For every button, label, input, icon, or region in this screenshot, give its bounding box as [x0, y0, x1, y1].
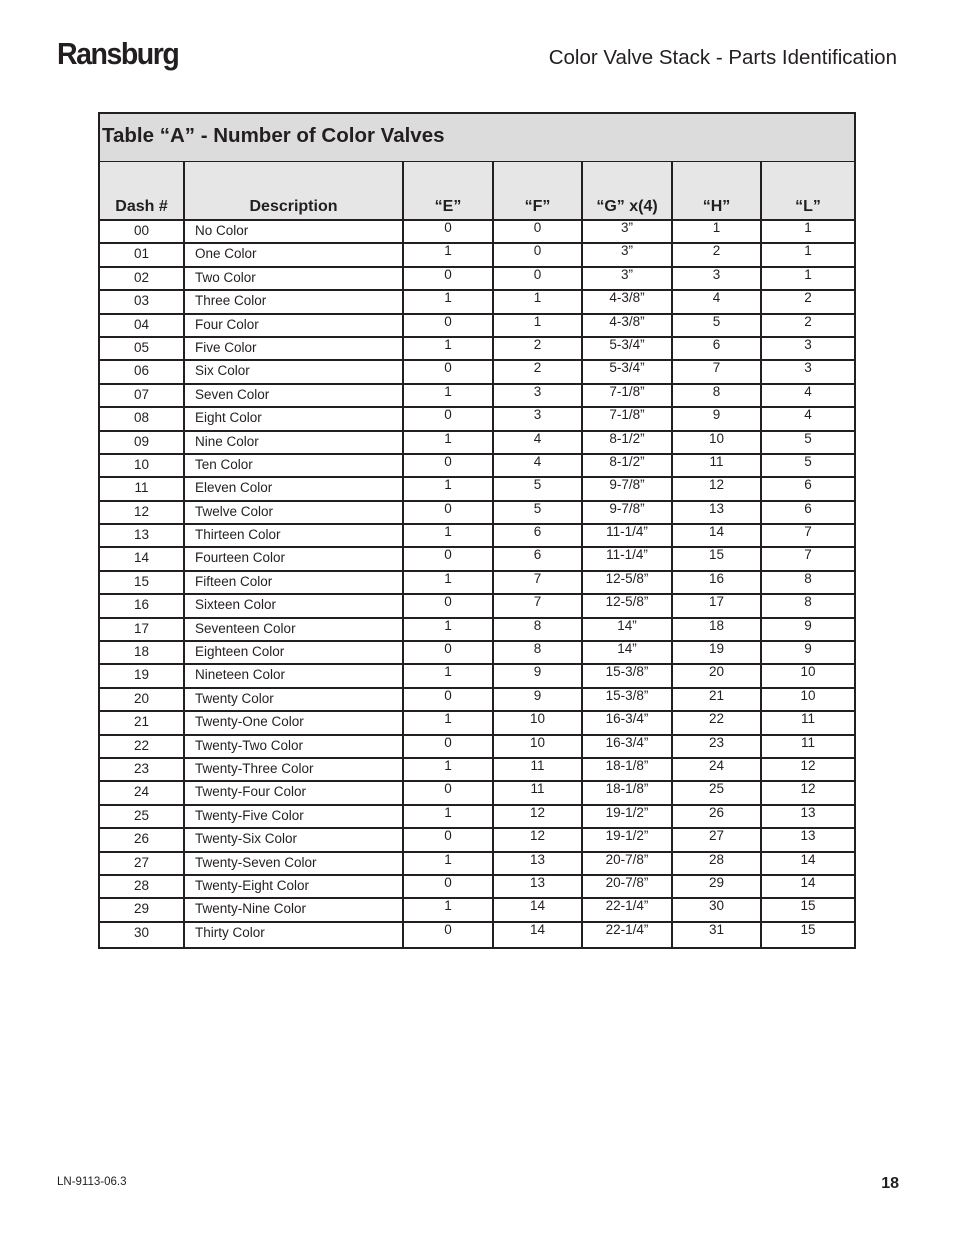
cell-l: 13: [761, 805, 854, 828]
cell-l: 15: [761, 898, 854, 921]
color-valves-table: [98, 112, 856, 949]
column-header-description: Description: [184, 162, 403, 220]
cell-g: 8-1/2”: [582, 454, 672, 477]
cell-l: 2: [761, 290, 854, 313]
cell-g: 4-3/8”: [582, 314, 672, 337]
table-row: [100, 828, 854, 851]
cell-description: Nineteen Color: [184, 664, 403, 687]
cell-f: 7: [493, 571, 582, 594]
cell-description: Twenty-Two Color: [184, 735, 403, 758]
cell-dash: 04: [100, 314, 184, 337]
cell-description: Twenty Color: [184, 688, 403, 711]
cell-e: 1: [403, 337, 493, 360]
cell-h: 18: [672, 618, 761, 641]
cell-f: 13: [493, 852, 582, 875]
table-row: [100, 337, 854, 360]
cell-dash: 29: [100, 898, 184, 921]
cell-l: 15: [800, 921, 816, 937]
cell-f: 7: [493, 594, 582, 617]
cell-description: Twenty-Six Color: [184, 828, 403, 851]
cell-l: 7: [761, 547, 854, 570]
cell-description: Three Color: [184, 290, 403, 313]
cell-l: 14: [761, 875, 854, 898]
cell-dash: 01: [100, 243, 184, 266]
cell-e: 0: [403, 267, 493, 290]
cell-h: 15: [672, 547, 761, 570]
cell-g: 20-7/8”: [582, 875, 672, 898]
column-header-f: “F”: [493, 162, 582, 220]
cell-l: 13: [761, 828, 854, 851]
cell-e: 1: [403, 711, 493, 734]
cell-dash: 18: [100, 641, 184, 664]
cell-dash: 05: [100, 337, 184, 360]
cell-e: 0: [403, 875, 493, 898]
cell-description: Fourteen Color: [184, 547, 403, 570]
cell-g: 18-1/8”: [582, 758, 672, 781]
cell-e: 0: [403, 688, 493, 711]
cell-g: 16-3/4”: [582, 735, 672, 758]
document-code: LN-9113-06.3: [57, 1176, 127, 1188]
cell-h: 7: [672, 360, 761, 383]
cell-g: 19-1/2”: [582, 828, 672, 851]
cell-description: Twelve Color: [184, 501, 403, 524]
cell-e: 1: [403, 290, 493, 313]
cell-e: 0: [403, 454, 493, 477]
cell-e: 1: [403, 431, 493, 454]
cell-g: 8-1/2”: [582, 431, 672, 454]
cell-l: 5: [761, 454, 854, 477]
cell-g: 3”: [582, 267, 672, 290]
table-row: [100, 267, 854, 290]
cell-g: 22-1/4”: [582, 898, 672, 921]
table-caption: Table “A” - Number of Color Valves: [100, 114, 854, 162]
cell-l: 8: [761, 571, 854, 594]
column-header-l: “L”: [761, 162, 854, 220]
page-title: Color Valve Stack - Parts Identification: [548, 46, 897, 69]
cell-e: 0: [403, 735, 493, 758]
table-body: [100, 220, 854, 947]
brand-logo: Ransburg: [57, 36, 179, 71]
cell-dash: 20: [100, 688, 184, 711]
cell-f: 9: [493, 688, 582, 711]
cell-h: 31: [672, 922, 761, 947]
cell-h: 13: [672, 501, 761, 524]
cell-l: 9: [761, 618, 854, 641]
cell-dash: 03: [100, 290, 184, 313]
cell-description: No Color: [184, 220, 403, 243]
cell-h: 5: [672, 314, 761, 337]
cell-description: Thirteen Color: [184, 524, 403, 547]
cell-g: 7-1/8”: [582, 407, 672, 430]
cell-f: 8: [493, 618, 582, 641]
cell-f: 9: [493, 664, 582, 687]
cell-e: 1: [403, 477, 493, 500]
cell-g: 5-3/4”: [582, 360, 672, 383]
page-number: 18: [881, 1175, 899, 1192]
cell-g: 3”: [582, 243, 672, 266]
cell-l: 5: [761, 431, 854, 454]
cell-g: 22-1/4”: [582, 922, 672, 947]
cell-description: Sixteen Color: [184, 594, 403, 617]
cell-f: 3: [493, 407, 582, 430]
table-row: [100, 431, 854, 454]
cell-l: 12: [761, 781, 854, 804]
cell-h: 9: [672, 407, 761, 430]
table-row: [100, 547, 854, 570]
table-row: [100, 922, 854, 947]
table-row: [100, 524, 854, 547]
cell-f: 1: [493, 314, 582, 337]
column-header-dash: Dash #: [100, 162, 184, 220]
cell-description: Eleven Color: [184, 477, 403, 500]
cell-f: 6: [493, 524, 582, 547]
cell-description: Twenty-Seven Color: [184, 852, 403, 875]
cell-f: 1: [493, 290, 582, 313]
cell-e: 0: [403, 641, 493, 664]
cell-description: Seventeen Color: [184, 618, 403, 641]
cell-dash: 17: [100, 618, 184, 641]
cell-l: 8: [761, 594, 854, 617]
table-row: [100, 758, 854, 781]
cell-l: 11: [761, 735, 854, 758]
table-row: [100, 384, 854, 407]
cell-dash: 16: [100, 594, 184, 617]
cell-l: 4: [761, 384, 854, 407]
cell-e: 1: [403, 898, 493, 921]
cell-h: 4: [672, 290, 761, 313]
cell-h: 20: [672, 664, 761, 687]
table-row: [100, 711, 854, 734]
table-row: [100, 688, 854, 711]
cell-f: 10: [493, 711, 582, 734]
cell-f: 0: [493, 243, 582, 266]
cell-e: 1: [403, 524, 493, 547]
cell-g: 14”: [582, 641, 672, 664]
cell-e: 0: [403, 314, 493, 337]
cell-e: 1: [403, 664, 493, 687]
cell-h: 11: [672, 454, 761, 477]
cell-g: 12-5/8”: [582, 571, 672, 594]
cell-dash: 00: [100, 220, 184, 243]
cell-dash: 07: [100, 384, 184, 407]
cell-description: Seven Color: [184, 384, 403, 407]
cell-description: Ten Color: [184, 454, 403, 477]
cell-h: 23: [672, 735, 761, 758]
valves-table-grid: [100, 162, 854, 947]
cell-l: 11: [761, 711, 854, 734]
column-header-e: “E”: [403, 162, 493, 220]
cell-dash: 14: [100, 547, 184, 570]
table-row: [100, 501, 854, 524]
cell-l: 12: [761, 758, 854, 781]
cell-h: 19: [672, 641, 761, 664]
cell-description: Fifteen Color: [184, 571, 403, 594]
table-header-row: [100, 162, 854, 220]
cell-l: 3: [761, 360, 854, 383]
cell-l: 6: [761, 477, 854, 500]
cell-h: 16: [672, 571, 761, 594]
cell-h: 21: [672, 688, 761, 711]
table-row: [100, 594, 854, 617]
cell-e: 0: [403, 220, 493, 243]
cell-dash: 26: [100, 828, 184, 851]
cell-f: 2: [493, 337, 582, 360]
cell-f: 2: [493, 360, 582, 383]
cell-l: 10: [761, 688, 854, 711]
cell-dash: 06: [100, 360, 184, 383]
cell-dash: 25: [100, 805, 184, 828]
cell-l: 1: [761, 267, 854, 290]
table-row: [100, 805, 854, 828]
cell-l: 4: [761, 407, 854, 430]
cell-description: Thirty Color: [184, 922, 403, 947]
table-row: [100, 407, 854, 430]
cell-h: 12: [672, 477, 761, 500]
cell-h: 10: [672, 431, 761, 454]
cell-h: 22: [672, 711, 761, 734]
cell-h: 27: [672, 828, 761, 851]
table-row: [100, 664, 854, 687]
cell-dash: 12: [100, 501, 184, 524]
cell-e: 0: [403, 501, 493, 524]
cell-e: 1: [403, 852, 493, 875]
cell-g: 5-3/4”: [582, 337, 672, 360]
cell-e: 0: [403, 781, 493, 804]
cell-f: 12: [493, 828, 582, 851]
table-row: [100, 641, 854, 664]
cell-g: 19-1/2”: [582, 805, 672, 828]
table-row: [100, 852, 854, 875]
table-row: [100, 781, 854, 804]
cell-h: 8: [672, 384, 761, 407]
cell-f: 5: [493, 477, 582, 500]
cell-h: 30: [672, 898, 761, 921]
cell-e: 0: [403, 360, 493, 383]
cell-l: 7: [761, 524, 854, 547]
cell-l: 14: [761, 852, 854, 875]
cell-g: 4-3/8”: [582, 290, 672, 313]
cell-description: Twenty-Four Color: [184, 781, 403, 804]
column-header-g: “G” x(4): [582, 162, 672, 220]
cell-dash: 24: [100, 781, 184, 804]
cell-description: Five Color: [184, 337, 403, 360]
cell-description: Eighteen Color: [184, 641, 403, 664]
cell-dash: 22: [100, 735, 184, 758]
cell-dash: 21: [100, 711, 184, 734]
cell-h: 6: [672, 337, 761, 360]
cell-dash: 28: [100, 875, 184, 898]
cell-l: 3: [761, 337, 854, 360]
table-row: [100, 477, 854, 500]
cell-f: 0: [493, 267, 582, 290]
cell-h: 29: [672, 875, 761, 898]
cell-g: 9-7/8”: [582, 501, 672, 524]
cell-g: 18-1/8”: [582, 781, 672, 804]
cell-h: 14: [672, 524, 761, 547]
cell-e: 1: [403, 758, 493, 781]
cell-e: 1: [403, 805, 493, 828]
cell-l: 6: [761, 501, 854, 524]
table-row: [100, 360, 854, 383]
cell-f: 4: [493, 431, 582, 454]
table-row: [100, 243, 854, 266]
cell-f: 14: [493, 898, 582, 921]
cell-e: 0: [403, 828, 493, 851]
cell-l: 1: [761, 243, 854, 266]
cell-dash: 10: [100, 454, 184, 477]
cell-h: 3: [672, 267, 761, 290]
cell-f: 5: [493, 501, 582, 524]
cell-description: Twenty-Eight Color: [184, 875, 403, 898]
cell-g: 3”: [582, 220, 672, 243]
cell-g: 20-7/8”: [582, 852, 672, 875]
cell-description: Two Color: [184, 267, 403, 290]
column-header-h: “H”: [672, 162, 761, 220]
cell-dash: 02: [100, 267, 184, 290]
cell-dash: 30: [100, 922, 184, 947]
cell-e: 1: [403, 618, 493, 641]
cell-e: 1: [403, 571, 493, 594]
table-row: [100, 454, 854, 477]
cell-h: 26: [672, 805, 761, 828]
table-row: [100, 314, 854, 337]
cell-g: 9-7/8”: [582, 477, 672, 500]
cell-f: 10: [493, 735, 582, 758]
cell-description: Twenty-Five Color: [184, 805, 403, 828]
cell-description: Twenty-Nine Color: [184, 898, 403, 921]
cell-description: Twenty-Three Color: [184, 758, 403, 781]
cell-h: 28: [672, 852, 761, 875]
cell-h: 24: [672, 758, 761, 781]
cell-dash: 13: [100, 524, 184, 547]
cell-f: 0: [493, 220, 582, 243]
table-row: [100, 290, 854, 313]
cell-dash: 19: [100, 664, 184, 687]
table-row: [100, 898, 854, 921]
table-row: [100, 618, 854, 641]
cell-f: 13: [493, 875, 582, 898]
cell-description: Four Color: [184, 314, 403, 337]
cell-f: 12: [493, 805, 582, 828]
cell-g: 16-3/4”: [582, 711, 672, 734]
cell-e: 0: [403, 407, 493, 430]
cell-dash: 08: [100, 407, 184, 430]
cell-e: 0: [403, 594, 493, 617]
cell-f: 14: [493, 922, 582, 947]
cell-dash: 23: [100, 758, 184, 781]
table-row: [100, 735, 854, 758]
cell-dash: 11: [100, 477, 184, 500]
cell-g: 7-1/8”: [582, 384, 672, 407]
cell-e: 1: [403, 243, 493, 266]
cell-e: 0: [403, 547, 493, 570]
cell-f: 6: [493, 547, 582, 570]
cell-g: 11-1/4”: [582, 547, 672, 570]
cell-g: 12-5/8”: [582, 594, 672, 617]
cell-g: 15-3/8”: [582, 688, 672, 711]
cell-l: 2: [761, 314, 854, 337]
cell-dash: 27: [100, 852, 184, 875]
cell-h: 2: [672, 243, 761, 266]
cell-e: 1: [403, 384, 493, 407]
cell-g: 14”: [582, 618, 672, 641]
cell-h: 1: [672, 220, 761, 243]
cell-description: Nine Color: [184, 431, 403, 454]
cell-g: 11-1/4”: [582, 524, 672, 547]
cell-f: 3: [493, 384, 582, 407]
cell-dash: 09: [100, 431, 184, 454]
cell-g: 15-3/8”: [582, 664, 672, 687]
cell-l: 1: [761, 220, 854, 243]
cell-description: Six Color: [184, 360, 403, 383]
cell-l: 9: [761, 641, 854, 664]
cell-h: 25: [672, 781, 761, 804]
cell-e: 0: [403, 922, 493, 947]
cell-dash: 15: [100, 571, 184, 594]
table-row: [100, 220, 854, 243]
cell-f: 4: [493, 454, 582, 477]
table-row: [100, 875, 854, 898]
cell-description: Eight Color: [184, 407, 403, 430]
cell-description: One Color: [184, 243, 403, 266]
cell-h: 17: [672, 594, 761, 617]
cell-f: 11: [493, 781, 582, 804]
table-row: [100, 571, 854, 594]
cell-f: 8: [493, 641, 582, 664]
cell-l: 10: [761, 664, 854, 687]
cell-f: 11: [493, 758, 582, 781]
cell-description: Twenty-One Color: [184, 711, 403, 734]
